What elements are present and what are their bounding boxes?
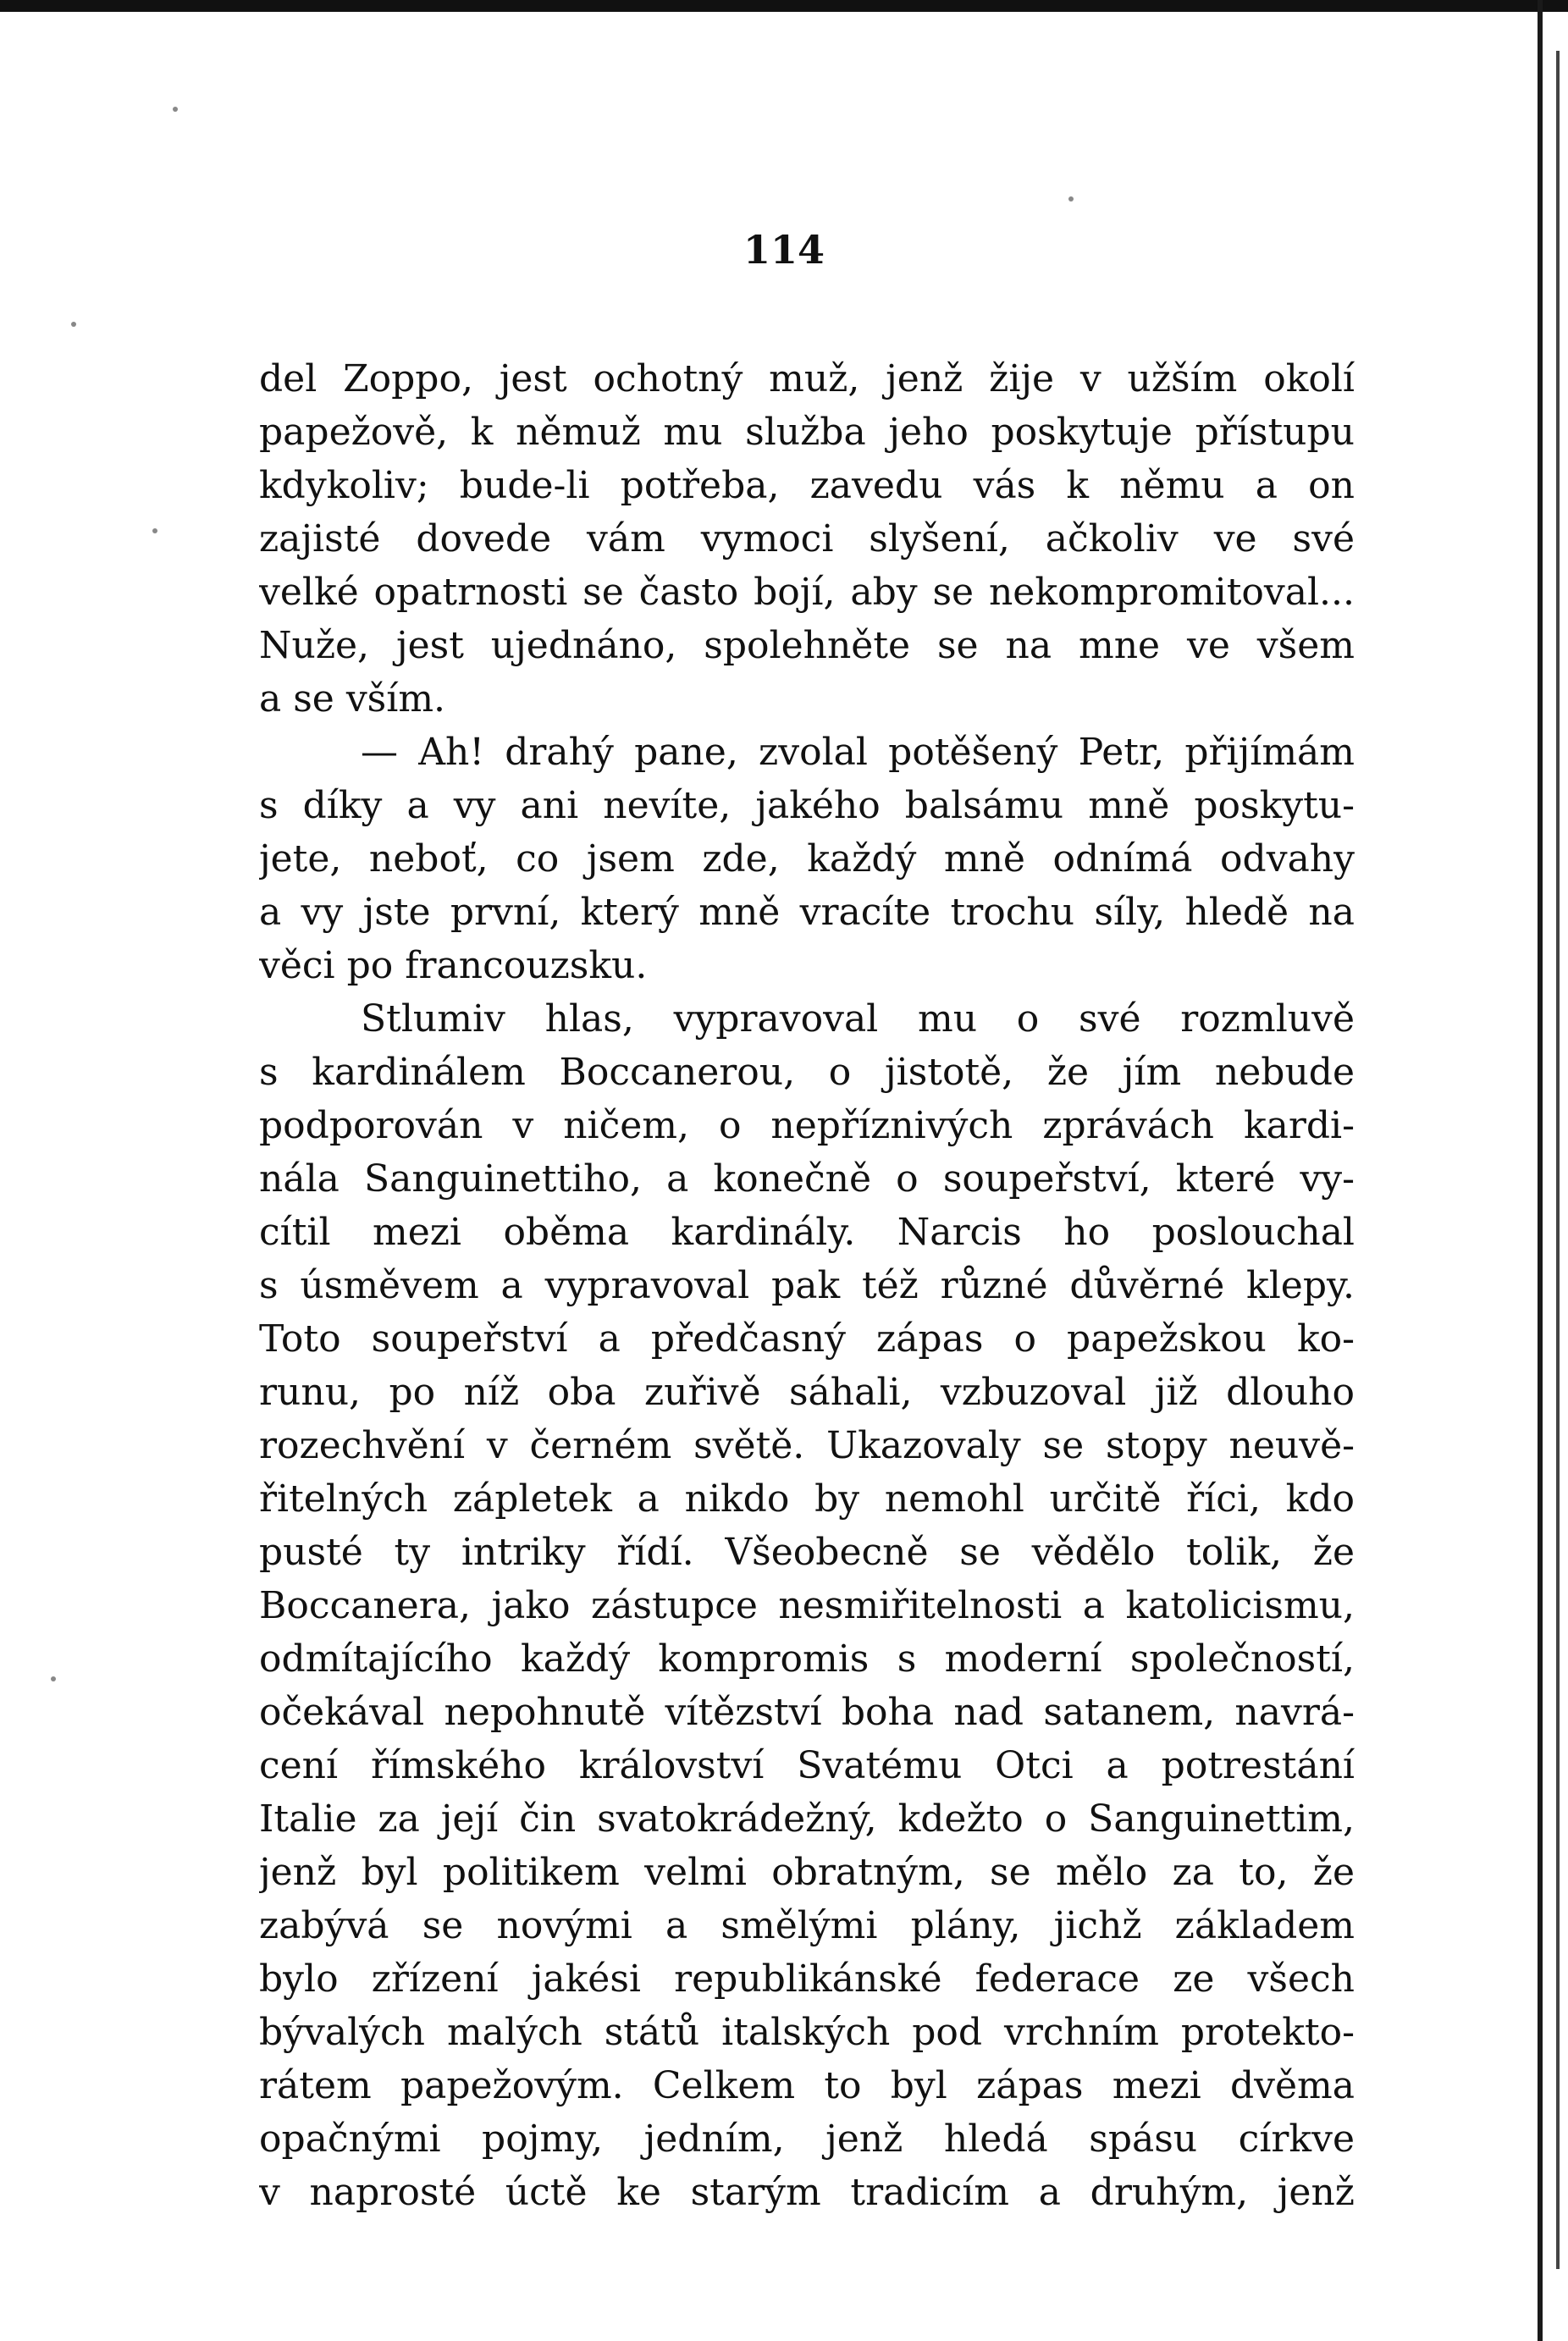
text-line: Boccanera, jako zástupce nesmiřitelnosti a katolicismu, <box>259 1584 1355 1627</box>
text-line: bylo zřízení jakési republikánské federace ze všech <box>259 1957 1355 2001</box>
text-line: cítil mezi oběma kardinály. Narcis ho poslouchal <box>259 1211 1355 1254</box>
text-line: velké opatrnosti se často bojí, aby se nekompromitoval... <box>259 571 1355 614</box>
page-body <box>259 352 1355 2219</box>
text-line: věci po francouzsku. <box>259 944 648 987</box>
text-line: papežově, k němuž mu služba jeho poskytuje přístupu <box>259 411 1355 454</box>
scan-speck <box>71 322 76 327</box>
text-line: — Ah! drahý pane, zvolal potěšený Petr, přijímám <box>361 731 1355 774</box>
text-line: odmítajícího každý kompromis s moderní společností, <box>259 1637 1355 1681</box>
text-line: Italie za její čin svatokrádežný, kdežto o Sanguinettim, <box>259 1797 1355 1841</box>
text-line: s kardinálem Boccanerou, o jistotě, že jím nebude <box>259 1051 1355 1094</box>
text-line: a vy jste první, který mně vracíte trochu síly, hledě na <box>259 891 1355 934</box>
text-line: podporován v ničem, o nepříznivých zprávách kardi- <box>259 1104 1355 1147</box>
text-line: cení římského království Svatému Otci a potrestání <box>259 1744 1355 1787</box>
text-line: runu, po níž oba zuřivě sáhali, vzbuzoval již dlouho <box>259 1371 1355 1414</box>
text-line: řitelných zápletek a nikdo by nemohl určitě říci, kdo <box>259 1477 1355 1521</box>
page-edge-top <box>0 0 1568 12</box>
text-line: del Zoppo, jest ochotný muž, jenž žije v užším okolí <box>259 357 1355 400</box>
page-shadow-right <box>1556 51 1560 2269</box>
text-line: jete, neboť, co jsem zde, každý mně odnímá odvahy <box>259 837 1355 881</box>
page-number: 114 <box>743 227 825 273</box>
page-edge-right <box>1538 0 1543 2341</box>
text-line: Stlumiv hlas, vypravoval mu o své rozmluvě <box>361 997 1355 1041</box>
text-line: v naprosté úctě ke starým tradicím a druhým, jenž <box>259 2171 1355 2214</box>
text-line: rozechvění v černém světě. Ukazovaly se stopy neuvě- <box>259 1424 1355 1467</box>
text-line: očekával nepohnutě vítězství boha nad satanem, navrá- <box>259 1691 1355 1734</box>
text-line: Toto soupeřství a předčasný zápas o papežskou ko- <box>259 1317 1355 1361</box>
text-line: pusté ty intriky řídí. Všeobecně se vědělo tolik, že <box>259 1531 1355 1574</box>
text-line: jenž byl politikem velmi obratným, se mělo za to, že <box>259 1851 1355 1894</box>
text-line: opačnými pojmy, jedním, jenž hledá spásu církve <box>259 2117 1355 2161</box>
text-line: rátem papežovým. Celkem to byl zápas mezi dvěma <box>259 2064 1355 2107</box>
scan-speck <box>152 528 157 533</box>
text-line: kdykoliv; bude-li potřeba, zavedu vás k němu a on <box>259 464 1355 507</box>
text-line: zabývá se novými a smělými plány, jichž základem <box>259 1904 1355 1947</box>
scan-speck <box>51 1676 56 1681</box>
text-line: s úsměvem a vypravoval pak též různé důvěrné klepy. <box>259 1264 1355 1307</box>
text-line: nála Sanguinettiho, a konečně o soupeřství, které vy- <box>259 1157 1355 1201</box>
text-line: zajisté dovede vám vymoci slyšení, ačkoliv ve své <box>259 517 1355 560</box>
text-line: Nuže, jest ujednáno, spolehněte se na mne ve všem <box>259 624 1355 667</box>
text-line: bývalých malých států italských pod vrchním protekto- <box>259 2011 1355 2054</box>
scan-speck <box>1068 196 1074 202</box>
text-line: a se vším. <box>259 677 446 721</box>
text-line: s díky a vy ani nevíte, jakého balsámu mně poskytu- <box>259 784 1355 827</box>
scan-speck <box>173 107 178 112</box>
